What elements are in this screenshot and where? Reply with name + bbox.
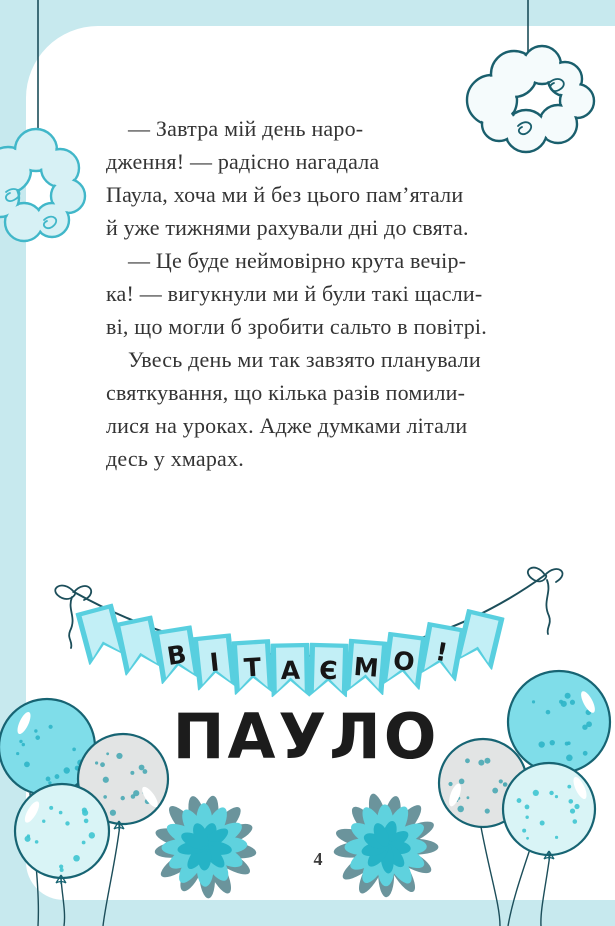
banner-bow-right-icon [528, 568, 563, 634]
story-line: й уже тижнями рахували дні до свята. [106, 215, 469, 240]
story-line: ка! — вигукнули ми й були такі щасли- [106, 281, 483, 306]
story-line: ві, що могли б зробити сальто в повітрі. [106, 314, 487, 339]
banner-flag [232, 640, 272, 694]
banner-letter: М [352, 651, 380, 683]
story-line: Паула, хоча ми й без цього пам’ятали [106, 182, 464, 207]
celebrant-name: ПАУЛО [172, 700, 440, 773]
banner-flag [382, 633, 425, 689]
hanging-cloud-left-icon [0, 129, 85, 241]
banner-letter: ! [433, 636, 450, 668]
banner-letter: А [280, 655, 301, 686]
banner-letter: Т [243, 652, 262, 683]
story-line: — Це буде неймовірно крута вечір- [128, 248, 467, 273]
banner-letter: Є [318, 655, 338, 686]
story-line: святкування, що кілька разів помили- [106, 380, 466, 405]
banner-flag [193, 634, 235, 690]
story-line: десь у хмарах. [106, 446, 244, 471]
page-number: 4 [313, 849, 323, 869]
story-line: — Завтра мій день наро- [128, 116, 364, 141]
banner-flag [115, 616, 162, 675]
banner-letter: В [164, 639, 189, 672]
story-line: дження! — радісно нагадала [106, 149, 380, 174]
pennant-banner [55, 568, 562, 697]
story-line: Увесь день ми так завзято планували [128, 347, 481, 372]
banner-flag [309, 644, 347, 697]
banner-flag [271, 644, 309, 697]
pompom-right-icon [333, 792, 439, 898]
banner-flag [456, 610, 504, 669]
banner-flag [154, 626, 199, 683]
pompom-left-icon [153, 794, 257, 899]
story-text [106, 112, 554, 475]
banner-flag [346, 640, 387, 695]
banner-letter: І [208, 647, 221, 678]
story-line: лися на уроках. Адже думками літали [106, 413, 468, 438]
banner-letter: О [391, 645, 417, 678]
